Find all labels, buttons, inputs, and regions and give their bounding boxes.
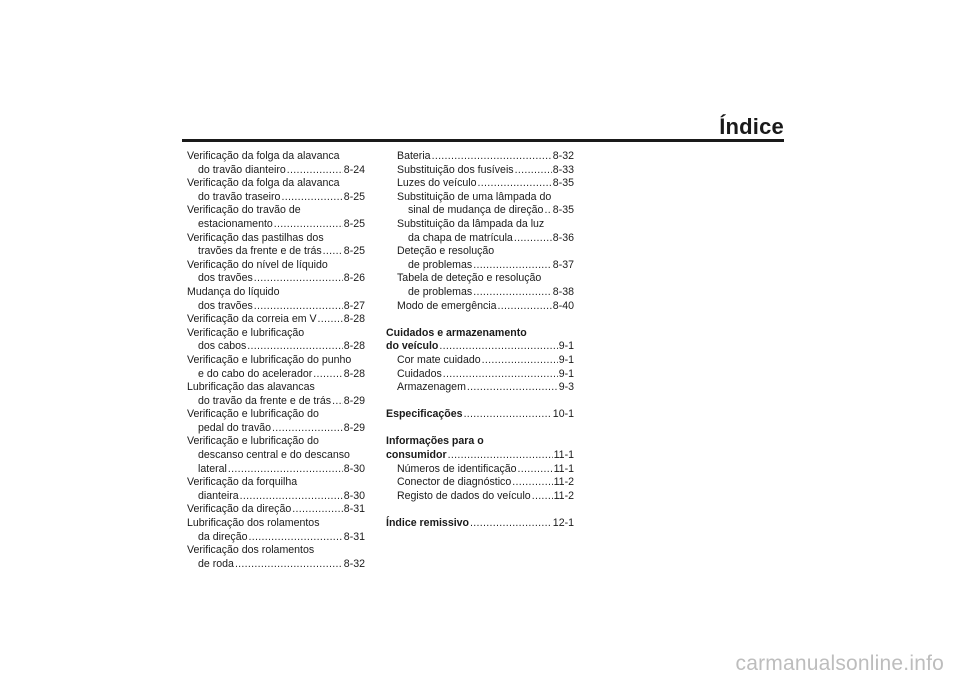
toc-leader-dots bbox=[432, 150, 552, 164]
toc-entry-label: Conector de diagnóstico bbox=[397, 476, 512, 489]
toc-entry-label: dos travões bbox=[198, 299, 253, 312]
watermark: carmanualsonline.info bbox=[735, 652, 944, 675]
toc-entry[interactable] bbox=[386, 463, 574, 477]
toc-page-number: 8-32 bbox=[552, 150, 574, 162]
toc-entry-label: Verificação do travão de bbox=[187, 204, 301, 217]
toc-entry-label: do travão da frente e de trás bbox=[198, 394, 332, 407]
toc-entry-line bbox=[187, 544, 365, 558]
toc-entry-label: dos cabos bbox=[198, 340, 247, 353]
toc-entry-label: Luzes do veículo bbox=[397, 177, 477, 190]
toc-entry[interactable] bbox=[386, 368, 574, 382]
toc-entry-line bbox=[187, 408, 365, 422]
toc-entry-label: Verificação dos rolamentos bbox=[187, 544, 315, 557]
toc-entry-label: Cor mate cuidado bbox=[397, 353, 481, 366]
toc-page-number: 8-27 bbox=[343, 299, 365, 312]
toc-entry-label: e do cabo do acelerador bbox=[198, 367, 313, 380]
toc-leader-dots bbox=[478, 177, 552, 191]
toc-entry[interactable] bbox=[187, 245, 365, 259]
toc-entry-label: descanso central e do descanso bbox=[198, 449, 350, 462]
toc-entry[interactable] bbox=[187, 272, 365, 286]
toc-entry-line bbox=[386, 191, 574, 205]
toc-page-number: 8-29 bbox=[343, 421, 365, 434]
toc-entry[interactable] bbox=[386, 408, 574, 422]
toc-leader-dots bbox=[254, 300, 343, 314]
toc-entry-line bbox=[187, 259, 365, 273]
toc-leader-dots bbox=[515, 164, 552, 178]
toc-entry-line bbox=[386, 245, 574, 259]
toc-entry-label: Especificações bbox=[386, 408, 463, 421]
toc-entry[interactable] bbox=[187, 191, 365, 205]
toc-entry-label: de problemas bbox=[408, 285, 473, 298]
toc-page-number: 8-25 bbox=[343, 217, 365, 230]
toc-entry-label: Verificação e lubrificação bbox=[187, 326, 305, 339]
toc-spacer bbox=[386, 395, 574, 409]
toc-leader-dots bbox=[254, 272, 343, 286]
toc-leader-dots bbox=[235, 558, 343, 572]
toc-leader-dots bbox=[272, 422, 343, 436]
toc-entry-label: Verificação da correia em V bbox=[187, 313, 317, 326]
toc-page-number: 11-2 bbox=[553, 476, 574, 489]
toc-page-number: 9-1 bbox=[558, 353, 574, 366]
toc-entry[interactable] bbox=[187, 395, 365, 409]
toc-entry-label: Deteção e resolução bbox=[397, 245, 495, 258]
toc-entry-line bbox=[187, 327, 365, 341]
toc-page-number: 12-1 bbox=[552, 517, 574, 530]
toc-entry-label: Verificação e lubrificação do punho bbox=[187, 353, 352, 366]
toc-entry[interactable] bbox=[386, 300, 574, 314]
toc-entry[interactable] bbox=[187, 490, 365, 504]
toc-leader-dots bbox=[473, 259, 552, 273]
toc-entry-label: Verificação da direção bbox=[187, 503, 292, 516]
toc-entry[interactable] bbox=[187, 531, 365, 545]
toc-entry-label: Números de identificação bbox=[397, 462, 517, 475]
toc-entry[interactable] bbox=[187, 218, 365, 232]
toc-entry[interactable] bbox=[187, 340, 365, 354]
page-title: Índice bbox=[719, 114, 784, 139]
toc-entry-label: Mudança do líquido bbox=[187, 285, 280, 298]
toc-entry-label: do travão dianteiro bbox=[198, 163, 286, 176]
toc-entry-label: estacionamento bbox=[198, 217, 273, 230]
toc-entry[interactable] bbox=[187, 558, 365, 572]
toc-entry[interactable] bbox=[187, 368, 365, 382]
toc-leader-dots bbox=[281, 191, 342, 205]
toc-entry-line bbox=[187, 517, 365, 531]
toc-entry-line bbox=[187, 286, 365, 300]
toc-entry[interactable] bbox=[386, 204, 574, 218]
toc-page-number: 8-35 bbox=[552, 204, 574, 217]
toc-entry-line bbox=[187, 449, 365, 463]
toc-entry-label: lateral bbox=[198, 462, 227, 475]
toc-entry-label: Substituição de uma lâmpada do bbox=[397, 190, 552, 203]
toc-leader-dots bbox=[439, 340, 557, 354]
toc-entry-label: de roda bbox=[198, 557, 234, 570]
toc-spacer bbox=[386, 422, 574, 436]
toc-page-number: 8-28 bbox=[343, 313, 365, 326]
toc-page-number: 8-28 bbox=[343, 367, 365, 380]
toc-entry[interactable] bbox=[386, 381, 574, 395]
toc-entry-label: Verificação do nível de líquido bbox=[187, 258, 328, 271]
toc-column-left bbox=[187, 150, 365, 571]
toc-entry-label: Substituição dos fusíveis bbox=[397, 163, 514, 176]
toc-page-number: 11-2 bbox=[553, 489, 574, 502]
toc-page-number: 8-25 bbox=[343, 190, 365, 203]
toc-leader-dots bbox=[318, 313, 343, 327]
toc-page-number: 8-26 bbox=[343, 272, 365, 285]
toc-page-number: 8-31 bbox=[343, 530, 365, 543]
toc-leader-dots bbox=[228, 463, 343, 477]
toc-page-number: 10-1 bbox=[552, 408, 574, 421]
toc-entry-label: Verificação e lubrificação do bbox=[187, 408, 319, 421]
toc-leader-dots bbox=[240, 490, 343, 504]
toc-entry-line bbox=[187, 232, 365, 246]
toc-page-number: 9-1 bbox=[558, 367, 574, 380]
toc-entry-label: de problemas bbox=[408, 258, 473, 271]
toc-entry-label: do travão traseiro bbox=[198, 190, 281, 203]
toc-leader-dots bbox=[287, 164, 343, 178]
toc-entry-label: Registo de dados do veículo bbox=[397, 489, 531, 502]
toc-leader-dots bbox=[498, 300, 552, 314]
toc-entry-label: pedal do travão bbox=[198, 421, 272, 434]
toc-entry-label: Informações para o bbox=[386, 435, 484, 448]
toc-entry-label: Verificação das pastilhas dos bbox=[187, 231, 324, 244]
toc-entry[interactable] bbox=[187, 503, 365, 517]
toc-page-number: 8-25 bbox=[343, 245, 365, 258]
toc-entry[interactable] bbox=[386, 232, 574, 246]
toc-page-number: 8-33 bbox=[552, 163, 574, 176]
toc-entry[interactable] bbox=[386, 177, 574, 191]
toc-entry-line bbox=[187, 177, 365, 191]
toc-leader-dots bbox=[467, 381, 558, 395]
toc-entry[interactable] bbox=[386, 517, 574, 531]
toc-leader-dots bbox=[544, 204, 551, 218]
toc-entry[interactable] bbox=[386, 150, 574, 164]
toc-leader-dots bbox=[464, 408, 552, 422]
toc-page-number: 8-40 bbox=[552, 299, 574, 312]
toc-page-number: 8-31 bbox=[343, 503, 365, 516]
toc-spacer bbox=[386, 503, 574, 517]
toc-leader-dots bbox=[518, 463, 553, 477]
toc-leader-dots bbox=[470, 517, 552, 531]
toc-page-number: 9-3 bbox=[558, 381, 574, 394]
toc-entry-line bbox=[386, 435, 574, 449]
toc-entry-line bbox=[187, 435, 365, 449]
toc-leader-dots bbox=[473, 286, 552, 300]
toc-entry-label: dianteira bbox=[198, 489, 239, 502]
toc-leader-dots bbox=[448, 449, 553, 463]
toc-entry-label: Tabela de deteção e resolução bbox=[397, 272, 542, 285]
toc-page-number: 8-32 bbox=[343, 557, 365, 570]
toc-entry-label: dos travões bbox=[198, 272, 253, 285]
toc-entry-label: Lubrificação das alavancas bbox=[187, 381, 315, 394]
toc-entry[interactable] bbox=[187, 164, 365, 178]
toc-entry-label: Cuidados bbox=[397, 367, 442, 380]
toc-leader-dots bbox=[443, 368, 558, 382]
toc-entry-line bbox=[187, 150, 365, 164]
toc-entry[interactable] bbox=[386, 476, 574, 490]
toc-entry[interactable] bbox=[386, 164, 574, 178]
toc-entry[interactable] bbox=[187, 300, 365, 314]
toc-entry[interactable] bbox=[386, 259, 574, 273]
toc-leader-dots bbox=[514, 232, 552, 246]
toc-entry[interactable] bbox=[187, 422, 365, 436]
toc-leader-dots bbox=[247, 340, 343, 354]
toc-leader-dots bbox=[323, 245, 343, 259]
toc-entry-label: da chapa de matrícula bbox=[408, 231, 513, 244]
toc-column-right bbox=[386, 150, 574, 531]
toc-entry-label: Lubrificação dos rolamentos bbox=[187, 517, 320, 530]
toc-entry-line bbox=[187, 354, 365, 368]
toc-entry-label: Modo de emergência bbox=[397, 299, 497, 312]
toc-entry-label: da direção bbox=[198, 530, 248, 543]
toc-page-number: 8-36 bbox=[552, 231, 574, 244]
toc-page-number: 8-38 bbox=[552, 285, 574, 298]
toc-entry[interactable] bbox=[187, 463, 365, 477]
toc-entry-label: Cuidados e armazenamento bbox=[386, 326, 527, 339]
toc-entry-label: travões da frente e de trás bbox=[198, 245, 322, 258]
toc-entry-line bbox=[386, 272, 574, 286]
toc-leader-dots bbox=[332, 395, 343, 409]
toc-entry-line bbox=[187, 476, 365, 490]
toc-leader-dots bbox=[512, 476, 552, 490]
toc-page-number: 8-24 bbox=[343, 163, 365, 176]
toc-entry[interactable] bbox=[386, 490, 574, 504]
toc-page-number: 8-35 bbox=[552, 177, 574, 190]
toc-entry-line bbox=[187, 204, 365, 218]
toc-entry-label: Índice remissivo bbox=[386, 517, 470, 530]
title-rule bbox=[182, 139, 784, 142]
toc-page-number: 8-29 bbox=[343, 394, 365, 407]
toc-entry[interactable] bbox=[386, 449, 574, 463]
toc-entry-label: Verificação da folga da alavanca bbox=[187, 150, 340, 162]
toc-entry[interactable] bbox=[386, 286, 574, 300]
toc-leader-dots bbox=[482, 354, 558, 368]
toc-entry-label: Verificação da forquilha bbox=[187, 476, 298, 489]
toc-page-number: 8-30 bbox=[343, 489, 365, 502]
toc-entry-line bbox=[386, 327, 574, 341]
toc-entry-label: do veículo bbox=[386, 340, 439, 353]
toc-page-number: 8-30 bbox=[343, 462, 365, 475]
toc-page-number: 8-28 bbox=[343, 340, 365, 353]
toc-page-number: 8-37 bbox=[552, 258, 574, 271]
toc-entry-line bbox=[386, 218, 574, 232]
toc-entry-label: Armazenagem bbox=[397, 381, 466, 394]
toc-leader-dots bbox=[248, 531, 342, 545]
toc-page-number: 9-1 bbox=[558, 340, 574, 353]
toc-entry[interactable] bbox=[386, 354, 574, 368]
toc-leader-dots bbox=[274, 218, 343, 232]
toc-page-number: 11-1 bbox=[553, 449, 574, 462]
toc-entry-label: Substituição da lâmpada da luz bbox=[397, 217, 545, 230]
toc-entry-label: sinal de mudança de direção bbox=[408, 204, 544, 217]
toc-entry-label: Verificação da folga da alavanca bbox=[187, 177, 340, 190]
toc-entry[interactable] bbox=[386, 340, 574, 354]
toc-entry-line bbox=[187, 381, 365, 395]
toc-page-number: 11-1 bbox=[553, 462, 574, 475]
toc-entry[interactable] bbox=[187, 313, 365, 327]
toc-leader-dots bbox=[313, 368, 343, 382]
toc-leader-dots bbox=[292, 503, 343, 517]
toc-leader-dots bbox=[532, 490, 553, 504]
toc-spacer bbox=[386, 313, 574, 327]
toc-entry-label: Verificação e lubrificação do bbox=[187, 435, 319, 448]
toc-entry-label: Bateria bbox=[397, 150, 431, 162]
toc-entry-label: consumidor bbox=[386, 449, 447, 462]
